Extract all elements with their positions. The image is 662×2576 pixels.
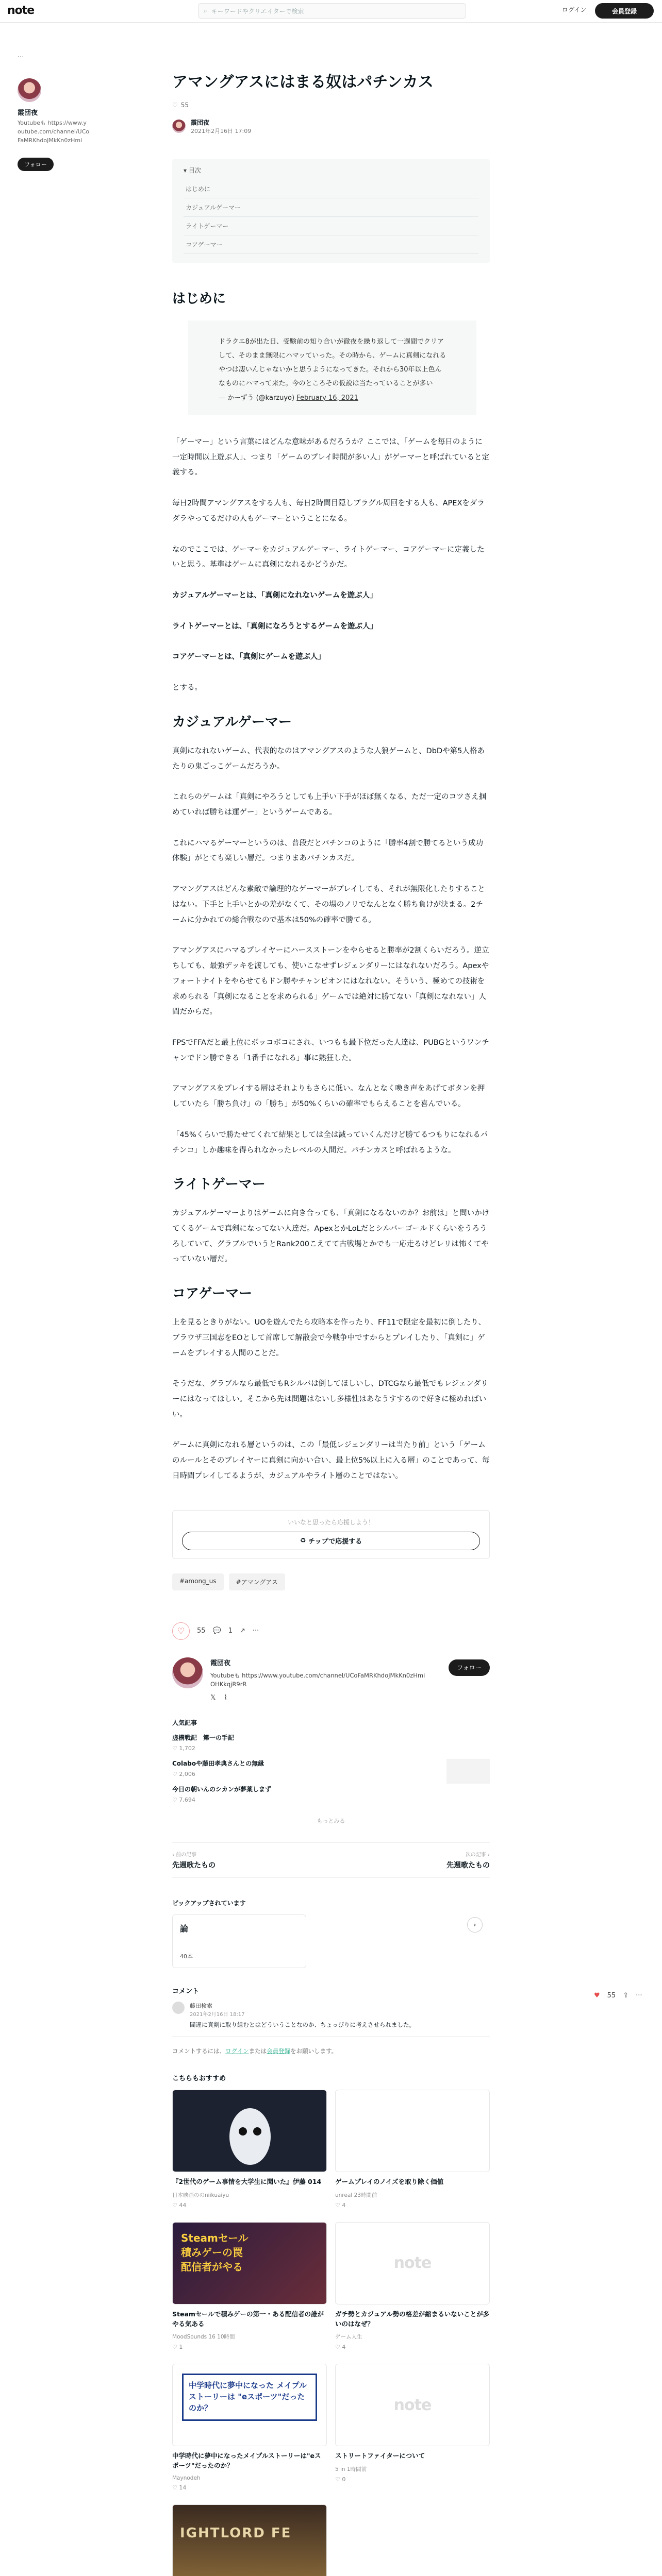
thumbnail xyxy=(335,2090,490,2172)
site-header xyxy=(0,0,662,23)
search-placeholder: キーワードやクリエイターで検索 xyxy=(211,7,304,15)
comments-header: コメント xyxy=(172,1988,200,1996)
section-heading: ライトゲーマー xyxy=(172,1177,266,1193)
paragraph: アマングアスをプレイする層はそれよりもさらに低い。なんとなく喚き声をあげてボタンを押していたら「勝ち負け」の「勝ち」が50%くらいの確率でもらえることを喜んでいる。 xyxy=(172,1084,485,1109)
popular-header: 人気記事 xyxy=(172,1719,197,1727)
rec-card[interactable] xyxy=(172,2504,327,2576)
rec-card[interactable]: 中学時代に夢中になった メイプルストーリーは "eスポーツ"だったのか？ 中学時代に夢中になったメイプルストーリーは"eスポーツ"だったのか？ Maynodeh ♡ 14 xyxy=(172,2364,327,2491)
paragraph: 毎日2時間アマングアスをする人も、毎日2時間目隠しプラグル周回をする人も、APEXをダラダラやってるだけの人もゲーマーということになる。 xyxy=(172,499,485,523)
author-name[interactable]: 霞団夜 xyxy=(191,118,210,126)
pickup-section xyxy=(172,1899,490,1968)
paragraph: なのでここでは、ゲーマーをカジュアルゲーマー、ライトゲーマー、コアゲーマーに定義したいと思う。基準はゲームに真剣になれるかどうかだ。 xyxy=(172,545,485,569)
support-box xyxy=(172,1510,490,1559)
toc-item[interactable]: コアゲーマー xyxy=(184,235,478,254)
paragraph: 「ゲーマー」という言葉にはどんな意味があるだろうか？ここでは、「ゲームを毎日のように一定時間以上遊ぶ人」、つまり「ゲームのプレイ時間が多い人」がゲーマーと呼ばれていると定義する。 xyxy=(172,437,489,477)
author-intro[interactable]: Youtubeも https://www.youtube.com/channel/UCoFaMRKhdoJMkKn0zHmi xyxy=(18,120,90,144)
creator-description[interactable]: Youtubeも https://www.youtube.com/channel/UCoFaMRKhdoJMkKn0zHmiOHKkqjR9rR xyxy=(210,1671,425,1688)
tip-icon: ♻ xyxy=(300,1537,309,1545)
popular-articles xyxy=(172,1718,490,1810)
paragraph: 「45%くらいで勝たせてくれて結果としては全は減っていくんだけど勝てるつもりになれるパチンコ」しか趣味を得られなかったレベルの人間だ。パチンカスと呼ばれるような。 xyxy=(172,1130,488,1155)
page-title: アマングアスにはまる奴はパチンカス xyxy=(172,73,434,91)
paragraph: 上を見るときりがない。UOを遊んでたら攻略本を作ったり、FF11で限定を最初に倒したり、ブラウザ三国志をEOとして首席して解散会で今戦争中ですからとプレイしたり、「真剣に」ゲームをプレイする人間のことだ。 xyxy=(172,1318,486,1358)
search-input[interactable] xyxy=(198,3,466,19)
post-date: 2021年2月16日 17:09 xyxy=(191,127,252,134)
list-item[interactable]: Colaboや藤田孝典さんとの無縁 ♡ 2,006 xyxy=(172,1759,490,1785)
note-logo[interactable]: note xyxy=(7,4,35,17)
comment-count: 1 xyxy=(228,1627,233,1635)
comment-login-note: コメントするには、ログインまたは会員登録をお願いします。 xyxy=(172,2047,338,2055)
list-item[interactable]: 今日の朝いんのシカンが夢薬しまず ♡ 7,694 xyxy=(172,1786,272,1804)
thumbnail: note xyxy=(335,2222,490,2304)
creator-name[interactable]: 霞団夜 xyxy=(210,1659,231,1667)
thumbnail xyxy=(172,2090,327,2172)
search-icon: ⌕ xyxy=(204,7,207,14)
more-icon[interactable]: ··· xyxy=(252,1627,259,1635)
paragraph: これにハマるゲーマーというのは、普段だとパチンコのように「勝率4割で勝てるという成功体験」がとても楽しい層だ。つまりまあパチンカスだ。 xyxy=(172,839,483,863)
heart-icon[interactable]: ♥ xyxy=(594,1992,600,1999)
tweet-cite: — かーずう (@karzuyo) February 16, 2021 xyxy=(219,394,358,402)
like-count: 55 xyxy=(180,101,189,109)
thumbnail: Steamセール 積みゲーの罠 配信者がやる xyxy=(172,2222,327,2304)
article xyxy=(172,72,490,2576)
paragraph: ゲームに真剣になれる層というのは、この「最低レジェンダリーは当たり前」という「ゲームのルールとそのプレイヤーに真剣に向かい合い、最上位5%以上に入る層」のことであって、毎日時間プレイしてるようが、カジュアルやライト層のことではない。 xyxy=(172,1441,490,1480)
commenter-avatar[interactable] xyxy=(172,2002,185,2014)
author-block xyxy=(172,118,490,135)
rec-card[interactable]: Steamセール 積みゲーの罠 配信者がやる Steamセールで積みゲーの第一・ある配信者の誰がやる気ある MoodSounds 16 10時間 ♡ 1 xyxy=(172,2222,327,2351)
paragraph: アマングアスはどんな素敵で論理的なゲーマーがプレイしても、それが無限化したりすることはない。下手と上手いとかの差がなくて、その場のノリでなんとなく勝ち負けが決まる。2チームに分かれての総合戦なので基本は50%の確率で勝てる。 xyxy=(172,885,485,924)
author-avatar[interactable] xyxy=(172,120,186,133)
thumbnail xyxy=(446,1759,490,1784)
support-question: いいなと思ったら応援しよう！ xyxy=(287,1518,374,1526)
creator-card xyxy=(172,1657,490,1702)
paragraph: ライトゲーマーとは、「真剣になろうとするゲームを遊ぶ人」 xyxy=(172,622,378,631)
rec-card[interactable]: note ガチ勢とカジュアル勢の格差が縮まるいないことが多いのはなぜ？ ゲーム人生 ♡ 4 xyxy=(335,2222,490,2351)
thumbnail: note xyxy=(335,2364,490,2446)
like-count: 55 xyxy=(197,1627,206,1635)
follow-button[interactable]: フォロー xyxy=(18,158,54,171)
prev-article[interactable]: ‹ 前の記事 先週歌たもの xyxy=(172,1852,216,1870)
rss-icon[interactable]: ⌇ xyxy=(224,1694,227,1702)
login-link[interactable]: ログイン xyxy=(562,6,587,13)
paragraph: コアゲーマーとは、「真剣にゲームを遊ぶ人」 xyxy=(172,653,325,662)
toc-item[interactable]: カジュアルゲーマー xyxy=(184,198,478,217)
action-bar xyxy=(172,1622,490,1640)
more-icon[interactable]: ··· xyxy=(636,1992,642,1999)
floating-action-bar xyxy=(594,1992,642,1999)
paragraph: カジュアルゲーマーよりはゲームに向き合っても、「真剣になるないのか？お前は」と問いかけてくるゲームで真剣になってない人達だ。ApexとかLoLだとシルバーゴールドくらいをうろうろしていて、グラブルでいうとRank200こえてて古戦場とかでも一応走るけどレリは怖くてやっていない層だ。 xyxy=(172,1209,490,1264)
toc-item[interactable]: はじめに xyxy=(184,180,478,198)
signup-button[interactable]: 会員登録 xyxy=(595,3,654,19)
like-button[interactable] xyxy=(172,1622,190,1640)
paragraph: そうだな、グラブルなら最低でもRシルバは倒してほしいし、DTCGなら最低でもレジェンダリーにはなってほしい。そこから先は問題はないし多様性はあなうすするので好きに極めればいい。 xyxy=(172,1380,488,1419)
more-menu-icon[interactable]: ... xyxy=(18,52,24,59)
like-summary[interactable] xyxy=(172,101,490,109)
section-heading: はじめに xyxy=(172,291,226,307)
creator-avatar[interactable] xyxy=(172,1657,203,1688)
paragraph: アマングアスにハマるプレイヤーにハースストーンをやらせると勝率が2割くらいだろう。逆立ちしても、最強デッキを渡しても、使いこなせずレジェンダリーにはなれないだろう。Apexやフォートナイトをやらせてもドン勝やチャンピオンにはなれない。そういう、極めての技術を求められる「真剣になることを求められる」ゲームでは絶対に勝てない「真剣になれない」人間だからだ。 xyxy=(172,946,489,1016)
tweet-text: ドラクエ8が出た日、受験前の知り合いが徹夜を繰り返して一週間でクリアして、そのまま無限にハマッていった。その時から、ゲームに真剣になれるやつは凄いんじゃないかと思うようになってきた。それから30年以上色んなものにハマって来た。今のところその仮説は当たっていることが多い xyxy=(219,337,446,388)
recs-header: こちらもおすすめ xyxy=(172,2075,226,2083)
share-icon[interactable]: ⇪ xyxy=(623,1992,629,1999)
thumbnail: IGHTLORD FE xyxy=(172,2504,327,2576)
tag-list xyxy=(172,1573,490,1590)
table-of-contents xyxy=(172,159,490,263)
section-heading: カジュアルゲーマー xyxy=(172,714,292,730)
pickup-header: ピックアップされています xyxy=(172,1900,246,1907)
list-item[interactable]: 虚構戦記 第一の手記 ♡ 1,702 xyxy=(172,1734,235,1752)
signup-link[interactable]: 会員登録 xyxy=(267,2047,291,2055)
rec-card[interactable]: ゲームプレイのノイズを取り除く価値 unreal 23時間前 ♡ 4 xyxy=(335,2090,490,2209)
comment: 藤田検索 2021年2月16日 18:17 間違に真剣に取り組むとはどういうことなのか、ちょっぴりに考えさせられました。 xyxy=(172,2002,490,2037)
comment-icon[interactable]: 💬 xyxy=(212,1627,221,1635)
heart-icon: ♡ xyxy=(177,1626,185,1636)
chevron-right-icon[interactable]: › xyxy=(467,1917,483,1933)
section-heading: コアゲーマー xyxy=(172,1286,253,1302)
next-article[interactable]: 次の記事 › 先週歌たもの xyxy=(446,1852,490,1870)
author-name[interactable]: 霞団夜 xyxy=(18,109,38,117)
toc-header[interactable]: ▾ 目次 xyxy=(184,166,201,174)
heart-icon: ♡ xyxy=(172,101,178,109)
paragraph: とする。 xyxy=(172,684,202,692)
avatar[interactable] xyxy=(18,78,41,102)
follow-button[interactable]: フォロー xyxy=(449,1659,490,1676)
prev-next-nav xyxy=(172,1842,490,1878)
login-link[interactable]: ログイン xyxy=(225,2047,249,2055)
tweet-date-link[interactable]: February 16, 2021 xyxy=(296,394,358,402)
show-more-link[interactable]: もっとみる xyxy=(317,1818,345,1825)
paragraph: FPSでFFAだと最上位にボッコボコにされ、いつもも最下位だった人達は、PUBGというワンチャンでドン勝できる「1番手になれる」事に熱狂した。 xyxy=(172,1038,489,1062)
thumbnail: 中学時代に夢中になった メイプルストーリーは "eスポーツ"だったのか？ xyxy=(172,2364,327,2446)
hashtag[interactable]: #among_us xyxy=(172,1573,224,1590)
toc-item[interactable]: ライトゲーマー xyxy=(184,217,478,235)
paragraph: これらのゲームは「真剣にやろうとしても上手い下手がほぼ無くなる、ただ一定のコツさえ掴めていれば勝ちは運ゲー」というゲームである。 xyxy=(172,793,486,817)
rec-card[interactable]: note ストリートファイターについて 5 in 1時間前 ♡ 0 xyxy=(335,2364,490,2491)
paragraph: カジュアルゲーマーとは、「真剣になれないゲームを遊ぶ人」 xyxy=(172,591,377,600)
hashtag[interactable]: #アマングアス xyxy=(229,1573,285,1590)
twitter-icon[interactable]: 𝕏 xyxy=(210,1694,216,1702)
comments-section xyxy=(172,1986,490,2055)
embedded-tweet xyxy=(188,320,476,415)
like-count: 55 xyxy=(607,1992,616,1999)
recommendations xyxy=(172,2073,490,2576)
share-icon[interactable]: ↗ xyxy=(240,1627,245,1635)
rec-card[interactable]: 『2世代のゲーム事情を大学生に聞いた』伊藤 014 日本映画ののniikuaiyu ♡ 44 xyxy=(172,2090,327,2209)
magazine-card[interactable]: 論 40本 xyxy=(172,1914,306,1968)
paragraph: 真剣になれないゲーム、代表的なのはアマングアスのような人狼ゲームと、DbDや第5人格あたりの鬼ごっこゲームだろうか。 xyxy=(172,747,485,771)
tip-button[interactable]: ♻ チップで応援する xyxy=(182,1532,480,1550)
